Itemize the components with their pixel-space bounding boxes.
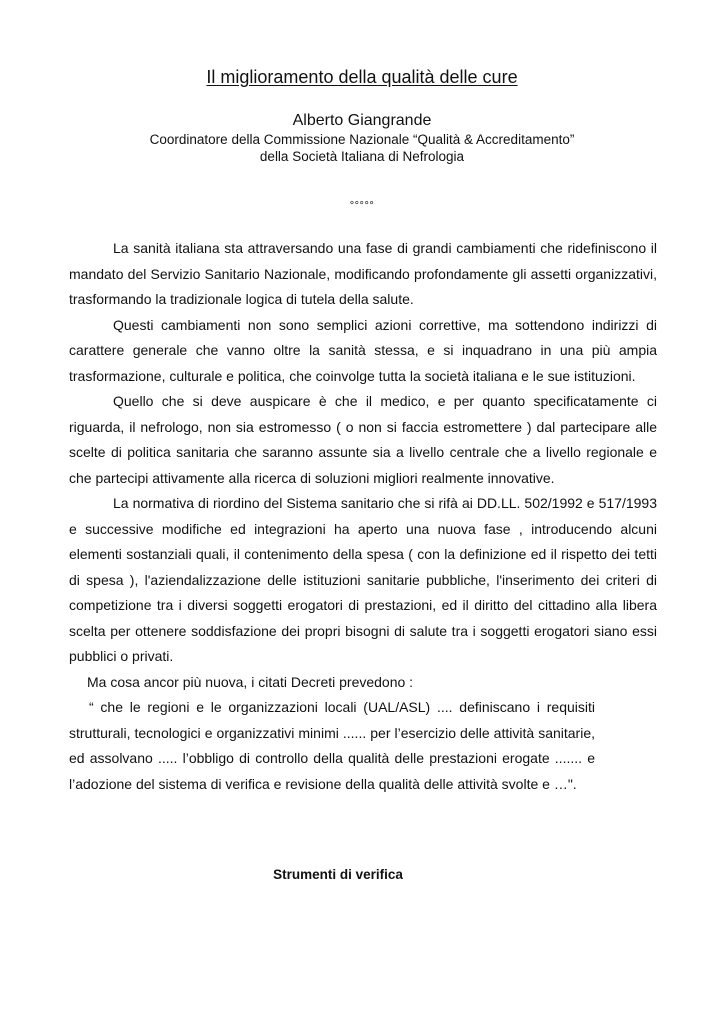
paragraph-2: Questi cambiamenti non sono semplici azioni correttive, ma sottendono indirizzi di carattere generale che vanno oltre la sanità stessa, e si inquadrano in una più ampia trasformazione, culturale e politica, che coinvolge tutta la società italiana e le sue istituzioni. <box>69 316 657 384</box>
author-affiliation <box>0 131 724 165</box>
section-heading: Strumenti di verifica <box>273 867 403 882</box>
section-separator: °°°°° <box>349 200 375 212</box>
paragraph-intro: Ma cosa ancor più nuova, i citati Decreti prevedono : <box>87 673 414 690</box>
paragraph-1: La sanità italiana sta attraversando una fase di grandi cambiamenti che ridefiniscono il mandato del Servizio Sanitario Nazionale, modificando profondamente gli assetti organizzativi, trasformando la tradizionale logica di tutela della salute. <box>69 240 657 307</box>
paragraph-quote: “ che le regioni e le organizzazioni locali (UAL/ASL) .... definiscano i requisiti strutturali, tecnologici e organizzativi minimi ...... per l’esercizio delle attività sanitarie, ed assolvano ..... l’obbligo di controllo della qualità delle prestazioni erogate ....... e l’adozione del sistema di verifica e revisione della qualità delle attività svolte e …". <box>69 699 595 792</box>
body-text <box>69 236 657 797</box>
paragraph-3: Quello che si deve auspicare è che il medico, e per quanto specificatamente ci riguarda, il nefrologo, non sia estromesso ( o non si faccia estromettere ) dal partecipare alle scelte di politica sanitaria che saranno assunte sia a livello centrale che a livello regionale e che partecipi attivamente alla ricerca di soluzioni migliori realmente innovative. <box>69 393 657 486</box>
author-name: Alberto Giangrande <box>292 112 432 129</box>
paragraph-4: La normativa di riordino del Sistema sanitario che si rifà ai DD.LL. 502/1992 e 517/1993 e successive modifiche ed integrazioni ha aperto una nuova fase , introducendo alcuni elementi sostanziali quali, il contenimento della spesa ( con la definizione ed il rispetto dei tetti di spesa ), l'aziendalizzazione delle istituzioni sanitarie pubbliche, l'inserimento dei criteri di competizione tra i diversi soggetti erogatori di prestazioni, ed il diritto del cittadino alla libera scelta per ottenere soddisfazione dei propri bisogni di salute tra i soggetti erogatori siano essi pubblici o privati. <box>69 495 657 664</box>
affiliation-line-1: Coordinatore della Commissione Nazionale “Qualità & Accreditamento” <box>149 132 575 147</box>
document-title: Il miglioramento della qualità delle cure <box>206 67 518 87</box>
affiliation-line-2: della Società Italiana di Nefrologia <box>259 149 465 164</box>
